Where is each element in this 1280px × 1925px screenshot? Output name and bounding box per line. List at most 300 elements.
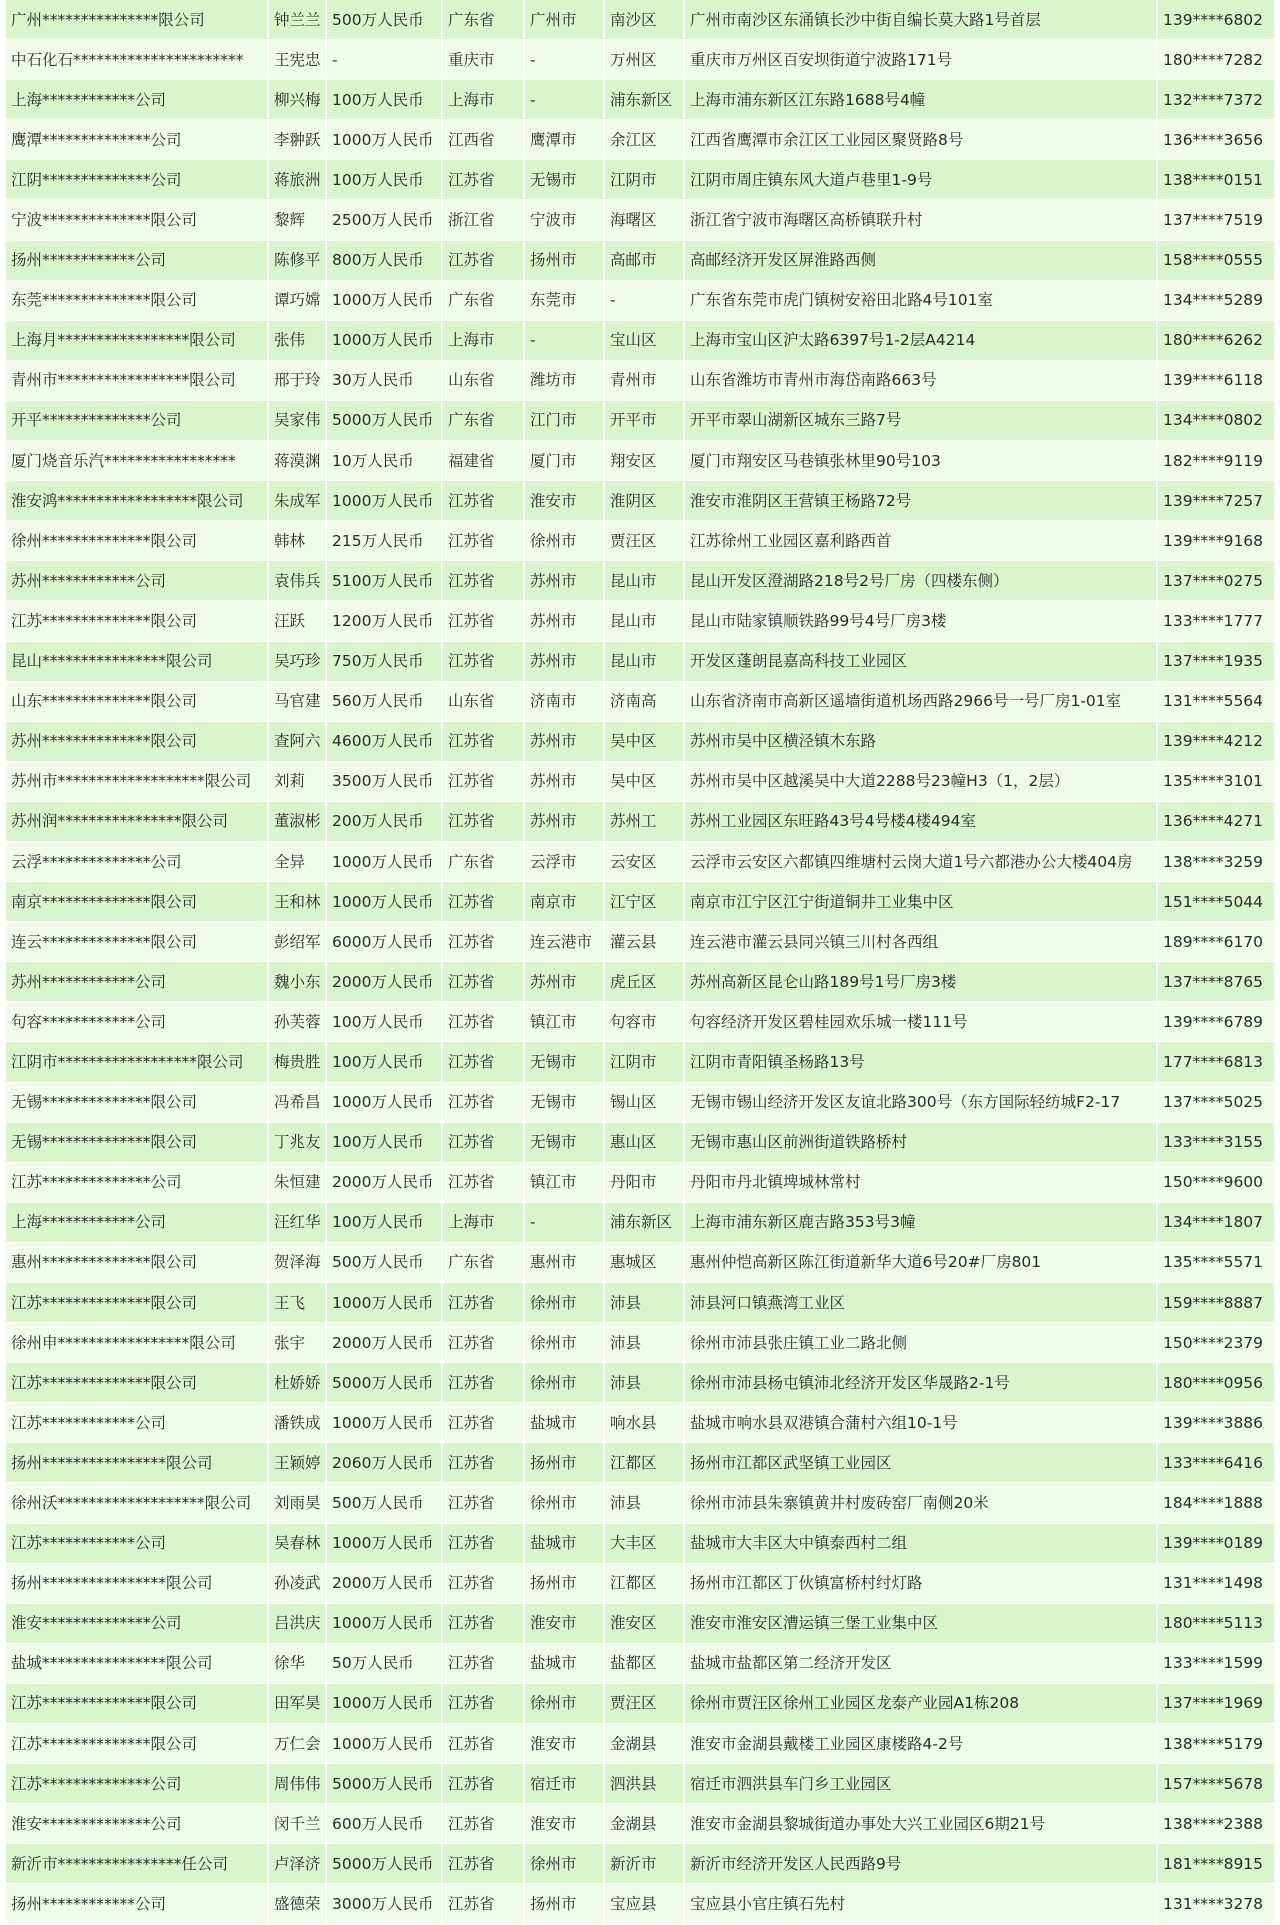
cell-phone: 137****0275 xyxy=(1157,561,1274,601)
cell-district: 浦东新区 xyxy=(604,80,684,120)
cell-company: 徐州沃*******************限公司 xyxy=(6,1483,268,1523)
cell-province: 广东省 xyxy=(442,1242,524,1282)
cell-city: 徐州市 xyxy=(524,1323,604,1363)
cell-province: 江苏省 xyxy=(442,882,524,922)
cell-company: 徐州申*****************限公司 xyxy=(6,1323,268,1363)
cell-province: 江苏省 xyxy=(442,1082,524,1122)
cell-address: 丹阳市丹北镇埤城林常村 xyxy=(684,1162,1157,1202)
table-row xyxy=(6,561,1274,601)
cell-province: 江苏省 xyxy=(442,240,524,280)
cell-district: 昆山市 xyxy=(604,641,684,681)
cell-company: 中石化石********************** xyxy=(6,40,268,80)
cell-contact: 孙凌武 xyxy=(268,1563,326,1603)
cell-registered-capital: 50万人民币 xyxy=(326,1643,442,1683)
table-row xyxy=(6,1764,1274,1804)
cell-company: 苏州************公司 xyxy=(6,561,268,601)
cell-province: 江苏省 xyxy=(442,1042,524,1082)
cell-province: 江苏省 xyxy=(442,1483,524,1523)
cell-district: 惠城区 xyxy=(604,1242,684,1282)
cell-district: 青州市 xyxy=(604,360,684,400)
cell-company: 苏州************公司 xyxy=(6,962,268,1002)
cell-contact: 谭巧嫦 xyxy=(268,280,326,320)
cell-district: 浦东新区 xyxy=(604,1202,684,1242)
cell-contact: 全异 xyxy=(268,841,326,881)
cell-company: 苏州市*******************限公司 xyxy=(6,761,268,801)
cell-registered-capital: 5000万人民币 xyxy=(326,1363,442,1403)
cell-registered-capital: 750万人民币 xyxy=(326,641,442,681)
cell-address: 宿迁市泗洪县车门乡工业园区 xyxy=(684,1764,1157,1804)
cell-province: 江苏省 xyxy=(442,1764,524,1804)
cell-company: 开平**************公司 xyxy=(6,400,268,440)
cell-contact: 冯希昌 xyxy=(268,1082,326,1122)
cell-province: 福建省 xyxy=(442,441,524,481)
cell-address: 连云港市灌云县同兴镇三川村各西组 xyxy=(684,922,1157,962)
cell-phone: 135****5571 xyxy=(1157,1242,1274,1282)
cell-city: 镇江市 xyxy=(524,1162,604,1202)
cell-contact: 袁伟兵 xyxy=(268,561,326,601)
cell-contact: 王宪忠 xyxy=(268,40,326,80)
cell-province: 广东省 xyxy=(442,400,524,440)
cell-address: 徐州市贾汪区徐州工业园区龙泰产业园A1栋208 xyxy=(684,1683,1157,1723)
cell-city: 宿迁市 xyxy=(524,1764,604,1804)
cell-contact: 汪红华 xyxy=(268,1202,326,1242)
cell-company: 江苏************公司 xyxy=(6,1403,268,1443)
cell-province: 江苏省 xyxy=(442,761,524,801)
cell-registered-capital: 100万人民币 xyxy=(326,1042,442,1082)
cell-contact: 钟兰兰 xyxy=(268,0,326,40)
table-row xyxy=(6,1122,1274,1162)
cell-address: 厦门市翔安区马巷镇张林里90号103 xyxy=(684,441,1157,481)
cell-city: 鹰潭市 xyxy=(524,120,604,160)
cell-address: 开发区蓬朗昆嘉高科技工业园区 xyxy=(684,641,1157,681)
cell-district: 响水县 xyxy=(604,1403,684,1443)
cell-phone: 184****1888 xyxy=(1157,1483,1274,1523)
cell-district: 淮安区 xyxy=(604,1603,684,1643)
cell-company: 连云**************限公司 xyxy=(6,922,268,962)
table-row xyxy=(6,521,1274,561)
cell-company: 淮安鸿******************限公司 xyxy=(6,481,268,521)
cell-city: 苏州市 xyxy=(524,601,604,641)
cell-registered-capital: 2500万人民币 xyxy=(326,200,442,240)
cell-province: 广东省 xyxy=(442,0,524,40)
cell-address: 开平市翠山湖新区城东三路7号 xyxy=(684,400,1157,440)
cell-registered-capital: 5100万人民币 xyxy=(326,561,442,601)
cell-phone: 132****7372 xyxy=(1157,80,1274,120)
cell-registered-capital: 3000万人民币 xyxy=(326,1884,442,1924)
table-row xyxy=(6,1683,1274,1723)
table-row xyxy=(6,1202,1274,1242)
table-row xyxy=(6,1443,1274,1483)
table-row xyxy=(6,1283,1274,1323)
cell-city: 云浮市 xyxy=(524,841,604,881)
cell-registered-capital: 1000万人民币 xyxy=(326,1403,442,1443)
table-row xyxy=(6,200,1274,240)
cell-province: 江苏省 xyxy=(442,962,524,1002)
cell-district: 宝应县 xyxy=(604,1884,684,1924)
cell-district: 泗洪县 xyxy=(604,1764,684,1804)
cell-phone: 177****6813 xyxy=(1157,1042,1274,1082)
cell-address: 淮安市金湖县黎城街道办事处大兴工业园区6期21号 xyxy=(684,1804,1157,1844)
cell-contact: 蒋漠渊 xyxy=(268,441,326,481)
cell-contact: 贺泽海 xyxy=(268,1242,326,1282)
cell-address: 徐州市沛县朱寨镇黄井村废砖窑厂南侧20米 xyxy=(684,1483,1157,1523)
cell-district: 吴中区 xyxy=(604,761,684,801)
cell-registered-capital: 2000万人民币 xyxy=(326,1162,442,1202)
cell-city: - xyxy=(524,40,604,80)
cell-address: 徐州市沛县张庄镇工业二路北侧 xyxy=(684,1323,1157,1363)
cell-city: 宁波市 xyxy=(524,200,604,240)
cell-province: 江苏省 xyxy=(442,1443,524,1483)
cell-district: 盐都区 xyxy=(604,1643,684,1683)
cell-company: 云浮**************公司 xyxy=(6,841,268,881)
cell-city: 苏州市 xyxy=(524,962,604,1002)
cell-phone: 137****1935 xyxy=(1157,641,1274,681)
cell-address: 苏州市吴中区越溪吴中大道2288号23幢H3（1，2层） xyxy=(684,761,1157,801)
cell-district: 惠山区 xyxy=(604,1122,684,1162)
cell-phone: 182****9119 xyxy=(1157,441,1274,481)
cell-city: 无锡市 xyxy=(524,1042,604,1082)
cell-city: 苏州市 xyxy=(524,761,604,801)
cell-registered-capital: 1000万人民币 xyxy=(326,320,442,360)
cell-city: 扬州市 xyxy=(524,240,604,280)
cell-registered-capital: 1000万人民币 xyxy=(326,120,442,160)
cell-province: 江苏省 xyxy=(442,1884,524,1924)
cell-district: 昆山市 xyxy=(604,561,684,601)
cell-registered-capital: 1000万人民币 xyxy=(326,1724,442,1764)
cell-city: 盐城市 xyxy=(524,1403,604,1443)
table-row xyxy=(6,1523,1274,1563)
cell-address: 沛县河口镇燕湾工业区 xyxy=(684,1283,1157,1323)
cell-address: 扬州市江都区武坚镇工业园区 xyxy=(684,1443,1157,1483)
cell-company: 江苏**************公司 xyxy=(6,1764,268,1804)
cell-phone: 180****5113 xyxy=(1157,1603,1274,1643)
cell-address: 江苏徐州工业园区嘉利路西首 xyxy=(684,521,1157,561)
cell-contact: 王飞 xyxy=(268,1283,326,1323)
cell-phone: 137****7519 xyxy=(1157,200,1274,240)
cell-phone: 189****6170 xyxy=(1157,922,1274,962)
cell-phone: 136****3656 xyxy=(1157,120,1274,160)
cell-address: 广州市南沙区东涌镇长沙中街自编长莫大路1号首层 xyxy=(684,0,1157,40)
cell-district: 贾汪区 xyxy=(604,521,684,561)
cell-district: 江阴市 xyxy=(604,1042,684,1082)
cell-city: 淮安市 xyxy=(524,1603,604,1643)
cell-district: 昆山市 xyxy=(604,601,684,641)
cell-address: 无锡市惠山区前洲街道铁路桥村 xyxy=(684,1122,1157,1162)
cell-registered-capital: 2000万人民币 xyxy=(326,1323,442,1363)
cell-registered-capital: - xyxy=(326,40,442,80)
cell-address: 扬州市江都区丁伙镇富桥村纣灯路 xyxy=(684,1563,1157,1603)
cell-phone: 131****5564 xyxy=(1157,681,1274,721)
table-row xyxy=(6,962,1274,1002)
cell-address: 苏州市吴中区横泾镇木东路 xyxy=(684,721,1157,761)
cell-address: 句容经济开发区碧桂园欢乐城一楼111号 xyxy=(684,1002,1157,1042)
cell-company: 淮安**************公司 xyxy=(6,1603,268,1643)
cell-contact: 万仁会 xyxy=(268,1724,326,1764)
cell-city: 徐州市 xyxy=(524,1283,604,1323)
cell-registered-capital: 600万人民币 xyxy=(326,1804,442,1844)
cell-province: 江苏省 xyxy=(442,1403,524,1443)
cell-city: 徐州市 xyxy=(524,1483,604,1523)
cell-address: 徐州市沛县杨屯镇沛北经济开发区华晟路2-1号 xyxy=(684,1363,1157,1403)
cell-phone: 159****8887 xyxy=(1157,1283,1274,1323)
cell-district: 云安区 xyxy=(604,841,684,881)
table-row xyxy=(6,280,1274,320)
cell-company: 扬州****************限公司 xyxy=(6,1443,268,1483)
cell-city: 江门市 xyxy=(524,400,604,440)
cell-contact: 朱恒建 xyxy=(268,1162,326,1202)
cell-address: 广东省东莞市虎门镇树安裕田北路4号101室 xyxy=(684,280,1157,320)
cell-district: 江宁区 xyxy=(604,882,684,922)
cell-district: 金湖县 xyxy=(604,1724,684,1764)
cell-company: 鹰潭**************公司 xyxy=(6,120,268,160)
cell-province: 江苏省 xyxy=(442,1002,524,1042)
cell-district: 江阴市 xyxy=(604,160,684,200)
cell-registered-capital: 560万人民币 xyxy=(326,681,442,721)
cell-province: 上海市 xyxy=(442,320,524,360)
cell-address: 昆山市陆家镇顺铁路99号4号厂房3楼 xyxy=(684,601,1157,641)
cell-address: 浙江省宁波市海曙区高桥镇联升村 xyxy=(684,200,1157,240)
cell-phone: 151****5044 xyxy=(1157,882,1274,922)
cell-contact: 徐华 xyxy=(268,1643,326,1683)
cell-company: 徐州**************限公司 xyxy=(6,521,268,561)
cell-city: 厦门市 xyxy=(524,441,604,481)
cell-contact: 周伟伟 xyxy=(268,1764,326,1804)
cell-phone: 133****1599 xyxy=(1157,1643,1274,1683)
table-row xyxy=(6,1002,1274,1042)
cell-city: 苏州市 xyxy=(524,801,604,841)
table-row xyxy=(6,721,1274,761)
cell-registered-capital: 1000万人民币 xyxy=(326,280,442,320)
cell-company: 山东**************限公司 xyxy=(6,681,268,721)
table-row xyxy=(6,681,1274,721)
cell-phone: 134****0802 xyxy=(1157,400,1274,440)
cell-registered-capital: 2060万人民币 xyxy=(326,1443,442,1483)
cell-contact: 闵千兰 xyxy=(268,1804,326,1844)
cell-district: 丹阳市 xyxy=(604,1162,684,1202)
cell-registered-capital: 215万人民币 xyxy=(326,521,442,561)
cell-district: 苏州工 xyxy=(604,801,684,841)
cell-province: 江西省 xyxy=(442,120,524,160)
cell-address: 江阴市周庄镇东风大道卢巷里1-9号 xyxy=(684,160,1157,200)
cell-phone: 158****0555 xyxy=(1157,240,1274,280)
cell-company: 江苏**************限公司 xyxy=(6,601,268,641)
cell-registered-capital: 100万人民币 xyxy=(326,160,442,200)
table-row xyxy=(6,1844,1274,1884)
table-row xyxy=(6,441,1274,481)
cell-contact: 马官建 xyxy=(268,681,326,721)
cell-company: 江苏**************限公司 xyxy=(6,1683,268,1723)
cell-city: 惠州市 xyxy=(524,1242,604,1282)
cell-district: 沛县 xyxy=(604,1323,684,1363)
cell-city: 苏州市 xyxy=(524,641,604,681)
cell-district: 南沙区 xyxy=(604,0,684,40)
cell-district: 济南高 xyxy=(604,681,684,721)
cell-city: 苏州市 xyxy=(524,721,604,761)
cell-province: 山东省 xyxy=(442,681,524,721)
cell-address: 昆山开发区澄湖路218号2号厂房（四楼东侧） xyxy=(684,561,1157,601)
cell-district: 新沂市 xyxy=(604,1844,684,1884)
cell-province: 重庆市 xyxy=(442,40,524,80)
cell-registered-capital: 800万人民币 xyxy=(326,240,442,280)
cell-province: 江苏省 xyxy=(442,801,524,841)
cell-district: 沛县 xyxy=(604,1363,684,1403)
cell-province: 上海市 xyxy=(442,1202,524,1242)
cell-contact: 刘雨昊 xyxy=(268,1483,326,1523)
cell-registered-capital: 100万人民币 xyxy=(326,1002,442,1042)
cell-address: 新沂市经济开发区人民西路9号 xyxy=(684,1844,1157,1884)
table-row xyxy=(6,40,1274,80)
cell-company: 惠州**************限公司 xyxy=(6,1242,268,1282)
cell-registered-capital: 2000万人民币 xyxy=(326,962,442,1002)
cell-company: 东莞**************限公司 xyxy=(6,280,268,320)
cell-address: 上海市宝山区沪太路6397号1-2层A4214 xyxy=(684,320,1157,360)
cell-registered-capital: 1000万人民币 xyxy=(326,1523,442,1563)
cell-registered-capital: 500万人民币 xyxy=(326,0,442,40)
cell-city: 扬州市 xyxy=(524,1443,604,1483)
cell-district: 贾汪区 xyxy=(604,1683,684,1723)
table-body xyxy=(6,0,1274,1924)
cell-registered-capital: 500万人民币 xyxy=(326,1242,442,1282)
cell-registered-capital: 100万人民币 xyxy=(326,1202,442,1242)
cell-registered-capital: 4600万人民币 xyxy=(326,721,442,761)
cell-company: 江苏**************公司 xyxy=(6,1162,268,1202)
cell-province: 浙江省 xyxy=(442,200,524,240)
cell-city: 苏州市 xyxy=(524,561,604,601)
cell-address: 苏州工业园区东旺路43号4号楼4楼494室 xyxy=(684,801,1157,841)
cell-address: 高邮经济开发区屏淮路西侧 xyxy=(684,240,1157,280)
cell-district: 吴中区 xyxy=(604,721,684,761)
cell-city: 扬州市 xyxy=(524,1884,604,1924)
cell-company: 扬州************公司 xyxy=(6,240,268,280)
cell-province: 江苏省 xyxy=(442,160,524,200)
cell-phone: 134****1807 xyxy=(1157,1202,1274,1242)
cell-contact: 黎辉 xyxy=(268,200,326,240)
cell-contact: 王和林 xyxy=(268,882,326,922)
cell-registered-capital: 1200万人民币 xyxy=(326,601,442,641)
table-row xyxy=(6,120,1274,160)
table-row xyxy=(6,1804,1274,1844)
cell-contact: 吴春林 xyxy=(268,1523,326,1563)
cell-registered-capital: 5000万人民币 xyxy=(326,400,442,440)
cell-contact: 梅贵胜 xyxy=(268,1042,326,1082)
table-row xyxy=(6,1724,1274,1764)
cell-district: 句容市 xyxy=(604,1002,684,1042)
cell-city: 广州市 xyxy=(524,0,604,40)
cell-province: 江苏省 xyxy=(442,1844,524,1884)
cell-phone: 137****1969 xyxy=(1157,1683,1274,1723)
cell-district: 沛县 xyxy=(604,1283,684,1323)
cell-registered-capital: 200万人民币 xyxy=(326,801,442,841)
cell-contact: 王颖婷 xyxy=(268,1443,326,1483)
cell-phone: 150****9600 xyxy=(1157,1162,1274,1202)
cell-address: 上海市浦东新区江东路1688号4幢 xyxy=(684,80,1157,120)
cell-phone: 181****8915 xyxy=(1157,1844,1274,1884)
cell-address: 淮安市金湖县戴楼工业园区康楼路4-2号 xyxy=(684,1724,1157,1764)
cell-phone: 180****7282 xyxy=(1157,40,1274,80)
cell-registered-capital: 1000万人民币 xyxy=(326,1683,442,1723)
cell-city: 连云港市 xyxy=(524,922,604,962)
table-row xyxy=(6,1643,1274,1683)
cell-contact: 吕洪庆 xyxy=(268,1603,326,1643)
cell-province: 广东省 xyxy=(442,280,524,320)
cell-district: 宝山区 xyxy=(604,320,684,360)
cell-city: 无锡市 xyxy=(524,1122,604,1162)
table-row xyxy=(6,601,1274,641)
cell-phone: 180****0956 xyxy=(1157,1363,1274,1403)
cell-province: 江苏省 xyxy=(442,641,524,681)
cell-province: 江苏省 xyxy=(442,721,524,761)
cell-company: 宁波**************限公司 xyxy=(6,200,268,240)
cell-company: 盐城****************限公司 xyxy=(6,1643,268,1683)
cell-company: 厦门烧音乐汽***************** xyxy=(6,441,268,481)
cell-company: 江阴**************公司 xyxy=(6,160,268,200)
cell-province: 江苏省 xyxy=(442,1683,524,1723)
cell-phone: 139****3886 xyxy=(1157,1403,1274,1443)
cell-registered-capital: 1000万人民币 xyxy=(326,481,442,521)
cell-phone: 139****0189 xyxy=(1157,1523,1274,1563)
cell-company: 句容************公司 xyxy=(6,1002,268,1042)
cell-city: 东莞市 xyxy=(524,280,604,320)
cell-province: 江苏省 xyxy=(442,561,524,601)
cell-contact: 杜娇娇 xyxy=(268,1363,326,1403)
cell-registered-capital: 1000万人民币 xyxy=(326,882,442,922)
cell-city: 济南市 xyxy=(524,681,604,721)
cell-district: 虎丘区 xyxy=(604,962,684,1002)
cell-contact: 李翀跃 xyxy=(268,120,326,160)
cell-phone: 157****5678 xyxy=(1157,1764,1274,1804)
cell-contact: 柳兴梅 xyxy=(268,80,326,120)
cell-province: 江苏省 xyxy=(442,1122,524,1162)
cell-district: 翔安区 xyxy=(604,441,684,481)
cell-city: - xyxy=(524,1202,604,1242)
cell-company: 上海************公司 xyxy=(6,1202,268,1242)
table-row xyxy=(6,1884,1274,1924)
cell-company: 南京**************限公司 xyxy=(6,882,268,922)
cell-phone: 180****6262 xyxy=(1157,320,1274,360)
cell-province: 江苏省 xyxy=(442,1523,524,1563)
cell-contact: 吴巧珍 xyxy=(268,641,326,681)
cell-contact: 魏小东 xyxy=(268,962,326,1002)
cell-registered-capital: 500万人民币 xyxy=(326,1483,442,1523)
cell-registered-capital: 6000万人民币 xyxy=(326,922,442,962)
cell-city: 徐州市 xyxy=(524,1363,604,1403)
company-table xyxy=(6,0,1274,1925)
cell-city: 淮安市 xyxy=(524,481,604,521)
cell-city: - xyxy=(524,80,604,120)
cell-city: 扬州市 xyxy=(524,1563,604,1603)
cell-phone: 135****3101 xyxy=(1157,761,1274,801)
cell-city: 徐州市 xyxy=(524,521,604,561)
table-row xyxy=(6,1563,1274,1603)
cell-contact: 张伟 xyxy=(268,320,326,360)
cell-city: 徐州市 xyxy=(524,1683,604,1723)
cell-province: 江苏省 xyxy=(442,1162,524,1202)
cell-address: 盐城市盐都区第二经济开发区 xyxy=(684,1643,1157,1683)
cell-address: 宝应县小官庄镇石先村 xyxy=(684,1884,1157,1924)
cell-address: 苏州高新区昆仑山路189号1号厂房3楼 xyxy=(684,962,1157,1002)
cell-contact: 陈修平 xyxy=(268,240,326,280)
cell-province: 江苏省 xyxy=(442,1804,524,1844)
cell-city: 盐城市 xyxy=(524,1643,604,1683)
cell-contact: 潘铁成 xyxy=(268,1403,326,1443)
cell-district: 锡山区 xyxy=(604,1082,684,1122)
cell-contact: 朱成军 xyxy=(268,481,326,521)
table-row xyxy=(6,160,1274,200)
cell-phone: 150****2379 xyxy=(1157,1323,1274,1363)
cell-company: 上海月*****************限公司 xyxy=(6,320,268,360)
table-row xyxy=(6,841,1274,881)
cell-company: 无锡**************限公司 xyxy=(6,1122,268,1162)
